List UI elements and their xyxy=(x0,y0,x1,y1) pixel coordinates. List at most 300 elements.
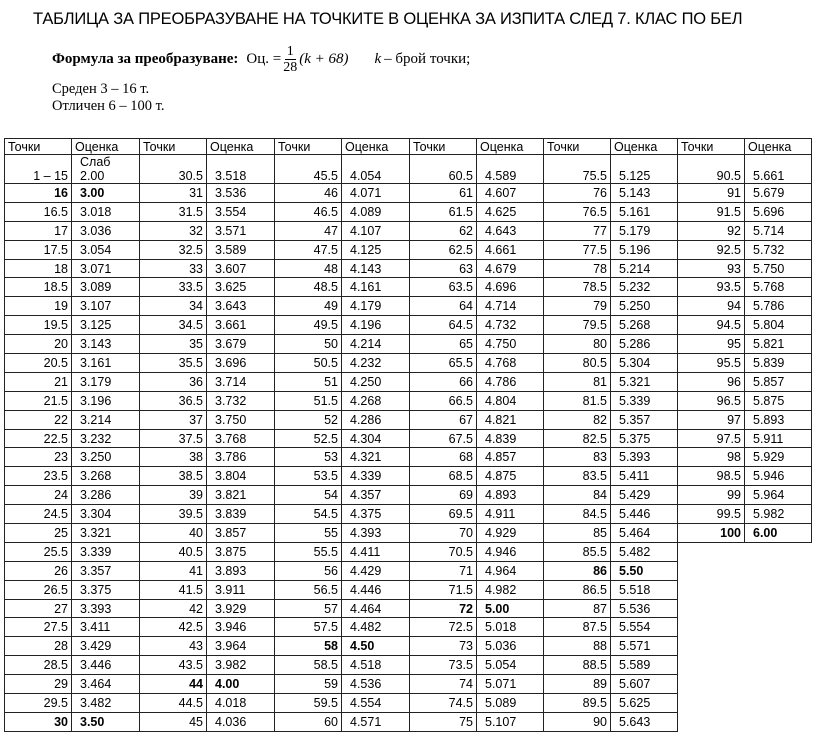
points-cell: 57.5 xyxy=(275,618,342,637)
grade-cell: 3.286 xyxy=(72,486,140,505)
points-cell: 80 xyxy=(544,335,611,354)
grade-cell: 3.339 xyxy=(72,542,140,561)
points-cell: 16 xyxy=(5,184,72,203)
points-cell: 22.5 xyxy=(5,429,72,448)
grade-cell: 4.018 xyxy=(207,694,275,713)
points-cell: 96 xyxy=(678,372,745,391)
grade-cell: 5.554 xyxy=(611,618,678,637)
points-cell: 82 xyxy=(544,410,611,429)
grade-cell: 3.536 xyxy=(207,184,275,203)
grade-cell: 4.929 xyxy=(477,524,544,543)
points-cell: 59.5 xyxy=(275,694,342,713)
empty-cell xyxy=(745,656,812,675)
formula-denominator: 28 xyxy=(283,60,298,75)
points-cell: 36.5 xyxy=(140,391,207,410)
grade-cell: 3.929 xyxy=(207,599,275,618)
points-cell: 35 xyxy=(140,335,207,354)
points-cell: 71 xyxy=(410,561,477,580)
points-cell: 86.5 xyxy=(544,580,611,599)
grade-cell: 4.232 xyxy=(342,354,410,373)
header-points: Точки xyxy=(678,139,745,155)
points-cell: 36 xyxy=(140,372,207,391)
grade-cell: 5.750 xyxy=(745,259,812,278)
points-cell: 19.5 xyxy=(5,316,72,335)
points-cell: 98.5 xyxy=(678,467,745,486)
header-points: Точки xyxy=(544,139,611,155)
formula-k-description: – брой точки; xyxy=(384,51,471,67)
points-cell: 76 xyxy=(544,184,611,203)
points-cell: 37 xyxy=(140,410,207,429)
grade-cell: 5.429 xyxy=(611,486,678,505)
points-cell: 40 xyxy=(140,524,207,543)
grade-label: Слаб xyxy=(80,155,111,169)
grade-cell: 3.321 xyxy=(72,524,140,543)
table-row xyxy=(5,448,812,467)
table-row xyxy=(5,524,812,543)
header-points: Точки xyxy=(140,139,207,155)
header-points: Точки xyxy=(275,139,342,155)
grade-cell: 5.089 xyxy=(477,694,544,713)
points-cell: 72 xyxy=(410,599,477,618)
points-cell: 28 xyxy=(5,637,72,656)
grade-cell: 5.357 xyxy=(611,410,678,429)
points-cell: 49 xyxy=(275,297,342,316)
points-cell: 64 xyxy=(410,297,477,316)
grade-cell: 4.536 xyxy=(342,675,410,694)
table-row xyxy=(5,240,812,259)
points-cell: 62 xyxy=(410,221,477,240)
grade-cell: 4.839 xyxy=(477,429,544,448)
points-cell: 58.5 xyxy=(275,656,342,675)
grade-cell: 5.821 xyxy=(745,335,812,354)
grade-cell: 3.250 xyxy=(72,448,140,467)
points-cell: 29.5 xyxy=(5,694,72,713)
table-row xyxy=(5,505,812,524)
grade-cell: 4.036 xyxy=(207,712,275,731)
grade-cell: 3.554 xyxy=(207,202,275,221)
grade-cell: 5.232 xyxy=(611,278,678,297)
table-row xyxy=(5,184,812,203)
grade-cell: 3.464 xyxy=(72,675,140,694)
points-cell: 99.5 xyxy=(678,505,745,524)
grade-cell: 3.911 xyxy=(207,580,275,599)
points-cell: 92 xyxy=(678,221,745,240)
grade-cell xyxy=(72,155,140,184)
grade-cell: 4.750 xyxy=(477,335,544,354)
points-cell: 37.5 xyxy=(140,429,207,448)
grade-cell: 5.446 xyxy=(611,505,678,524)
points-cell: 53 xyxy=(275,448,342,467)
grade-cell: 4.679 xyxy=(477,259,544,278)
points-cell: 86 xyxy=(544,561,611,580)
grade-cell: 3.714 xyxy=(207,372,275,391)
grade-cell: 5.304 xyxy=(611,354,678,373)
grade-cell: 4.893 xyxy=(477,486,544,505)
points-cell: 22 xyxy=(5,410,72,429)
points-cell: 65 xyxy=(410,335,477,354)
points-cell: 68 xyxy=(410,448,477,467)
table-row xyxy=(5,675,812,694)
grade-cell: 4.786 xyxy=(477,372,544,391)
points-cell: 45 xyxy=(140,712,207,731)
points-cell: 39.5 xyxy=(140,505,207,524)
points-cell: 55.5 xyxy=(275,542,342,561)
grade-cell: 3.982 xyxy=(207,656,275,675)
grade-cell: 5.643 xyxy=(611,712,678,731)
grade-cell: 4.321 xyxy=(342,448,410,467)
table-row xyxy=(5,278,812,297)
grade-cell: 3.696 xyxy=(207,354,275,373)
grade-cell: 3.571 xyxy=(207,221,275,240)
formula-expression: (k + 68) xyxy=(299,51,349,67)
grade-cell: 3.661 xyxy=(207,316,275,335)
points-cell: 32 xyxy=(140,221,207,240)
points-cell: 67 xyxy=(410,410,477,429)
points-cell: 42 xyxy=(140,599,207,618)
grade-cell: 4.875 xyxy=(477,467,544,486)
points-cell: 52.5 xyxy=(275,429,342,448)
grade-cell: 4.00 xyxy=(207,675,275,694)
grade-cell: 5.964 xyxy=(745,486,812,505)
empty-cell xyxy=(678,675,745,694)
grade-cell: 5.607 xyxy=(611,675,678,694)
grade-cell: 5.411 xyxy=(611,467,678,486)
points-cell: 76.5 xyxy=(544,202,611,221)
points-cell: 25 xyxy=(5,524,72,543)
points-cell: 75 xyxy=(410,712,477,731)
grade-cell: 4.696 xyxy=(477,278,544,297)
points-cell: 95.5 xyxy=(678,354,745,373)
points-cell: 59 xyxy=(275,675,342,694)
grade-cell: 4.857 xyxy=(477,448,544,467)
table-row xyxy=(5,202,812,221)
grade-cell: 5.250 xyxy=(611,297,678,316)
header-grade: Оценка xyxy=(745,139,812,155)
points-cell: 80.5 xyxy=(544,354,611,373)
empty-cell xyxy=(745,694,812,713)
points-cell: 46 xyxy=(275,184,342,203)
points-cell: 44 xyxy=(140,675,207,694)
grade-cell: 3.393 xyxy=(72,599,140,618)
grade-cell: 4.518 xyxy=(342,656,410,675)
header-points: Точки xyxy=(410,139,477,155)
grade-cell: 3.429 xyxy=(72,637,140,656)
grade-cell: 3.357 xyxy=(72,561,140,580)
grade-cell: 3.804 xyxy=(207,467,275,486)
points-cell: 79 xyxy=(544,297,611,316)
points-cell: 54 xyxy=(275,486,342,505)
table-row xyxy=(5,561,812,580)
points-cell: 18 xyxy=(5,259,72,278)
formula-numerator: 1 xyxy=(286,44,294,59)
grade-cell: 5.893 xyxy=(745,410,812,429)
points-cell: 17.5 xyxy=(5,240,72,259)
table-row xyxy=(5,599,812,618)
grade-cell: 4.143 xyxy=(342,259,410,278)
grade-cell: 5.804 xyxy=(745,316,812,335)
points-cell: 78.5 xyxy=(544,278,611,297)
grade-cell: 5.786 xyxy=(745,297,812,316)
grade-cell: 4.946 xyxy=(477,542,544,561)
points-cell: 48.5 xyxy=(275,278,342,297)
points-cell: 74.5 xyxy=(410,694,477,713)
points-cell: 94.5 xyxy=(678,316,745,335)
grade-cell: 5.625 xyxy=(611,694,678,713)
empty-cell xyxy=(745,580,812,599)
grade-cell: 4.607 xyxy=(477,184,544,203)
note-excellent: Отличен 6 – 100 т. xyxy=(52,98,165,114)
grade-cell: 3.00 xyxy=(72,184,140,203)
points-cell: 72.5 xyxy=(410,618,477,637)
table-row xyxy=(5,354,812,373)
grade-cell: 5.518 xyxy=(611,580,678,599)
table-row xyxy=(5,618,812,637)
points-cell: 63.5 xyxy=(410,278,477,297)
points-cell: 50 xyxy=(275,335,342,354)
grade-cell: 5.268 xyxy=(611,316,678,335)
grade-cell: 5.179 xyxy=(611,221,678,240)
points-cell: 51.5 xyxy=(275,391,342,410)
grade-cell: 5.375 xyxy=(611,429,678,448)
grade-cell: 3.161 xyxy=(72,354,140,373)
points-cell: 77.5 xyxy=(544,240,611,259)
points-cell: 20.5 xyxy=(5,354,72,373)
points-cell: 21.5 xyxy=(5,391,72,410)
table-row xyxy=(5,467,812,486)
points-cell: 93.5 xyxy=(678,278,745,297)
grade-cell: 5.536 xyxy=(611,599,678,618)
points-cell: 67.5 xyxy=(410,429,477,448)
points-cell: 66.5 xyxy=(410,391,477,410)
points-cell: 48 xyxy=(275,259,342,278)
grade-cell: 3.036 xyxy=(72,221,140,240)
grade-cell: 5.661 xyxy=(745,155,812,184)
grade-cell: 5.857 xyxy=(745,372,812,391)
grade-cell: 3.589 xyxy=(207,240,275,259)
points-cell: 99 xyxy=(678,486,745,505)
points-cell: 35.5 xyxy=(140,354,207,373)
grade-cell: 5.018 xyxy=(477,618,544,637)
grade-cell: 5.911 xyxy=(745,429,812,448)
grade-cell: 4.089 xyxy=(342,202,410,221)
points-cell: 56 xyxy=(275,561,342,580)
header-grade: Оценка xyxy=(611,139,678,155)
grade-cell: 5.50 xyxy=(611,561,678,580)
points-cell: 91 xyxy=(678,184,745,203)
points-cell: 45.5 xyxy=(275,155,342,184)
points-cell: 32.5 xyxy=(140,240,207,259)
points-cell: 21 xyxy=(5,372,72,391)
grade-cell: 4.482 xyxy=(342,618,410,637)
table-row xyxy=(5,410,812,429)
points-cell: 18.5 xyxy=(5,278,72,297)
points-cell: 44.5 xyxy=(140,694,207,713)
formula-label: Формула за преобразуване: xyxy=(52,51,239,67)
points-cell: 62.5 xyxy=(410,240,477,259)
points-cell: 97.5 xyxy=(678,429,745,448)
points-cell: 90.5 xyxy=(678,155,745,184)
points-cell: 38.5 xyxy=(140,467,207,486)
points-cell: 33 xyxy=(140,259,207,278)
grade-cell: 3.071 xyxy=(72,259,140,278)
header-row xyxy=(5,139,812,155)
points-cell: 95 xyxy=(678,335,745,354)
points-cell: 84.5 xyxy=(544,505,611,524)
points-cell: 73.5 xyxy=(410,656,477,675)
empty-cell xyxy=(678,712,745,731)
points-cell: 82.5 xyxy=(544,429,611,448)
grade-cell: 5.679 xyxy=(745,184,812,203)
grade-cell: 5.929 xyxy=(745,448,812,467)
grade-cell: 4.161 xyxy=(342,278,410,297)
points-cell: 66 xyxy=(410,372,477,391)
points-cell: 49.5 xyxy=(275,316,342,335)
points-cell: 33.5 xyxy=(140,278,207,297)
grade-cell: 3.518 xyxy=(207,155,275,184)
points-cell: 56.5 xyxy=(275,580,342,599)
grade-cell: 5.036 xyxy=(477,637,544,656)
grade-cell: 4.214 xyxy=(342,335,410,354)
formula-lhs: Оц. = xyxy=(246,51,282,67)
points-cell: 61.5 xyxy=(410,202,477,221)
grade-cell: 3.50 xyxy=(72,712,140,731)
grade-cell: 5.875 xyxy=(745,391,812,410)
empty-cell xyxy=(678,542,745,561)
grade-cell: 5.196 xyxy=(611,240,678,259)
grade-cell: 4.250 xyxy=(342,372,410,391)
grade-cell: 4.107 xyxy=(342,221,410,240)
points-cell: 87 xyxy=(544,599,611,618)
points-cell: 27.5 xyxy=(5,618,72,637)
empty-cell xyxy=(745,599,812,618)
grade-cell: 4.643 xyxy=(477,221,544,240)
empty-cell xyxy=(678,618,745,637)
grade-cell: 3.143 xyxy=(72,335,140,354)
table-row xyxy=(5,542,812,561)
formula xyxy=(52,44,470,75)
points-cell: 84 xyxy=(544,486,611,505)
grade-cell: 3.054 xyxy=(72,240,140,259)
grade-cell: 3.268 xyxy=(72,467,140,486)
grade-cell: 5.161 xyxy=(611,202,678,221)
grade-cell: 5.321 xyxy=(611,372,678,391)
table-row xyxy=(5,712,812,731)
grade-cell: 3.750 xyxy=(207,410,275,429)
points-cell: 43.5 xyxy=(140,656,207,675)
grade-cell: 4.357 xyxy=(342,486,410,505)
grade-cell: 3.125 xyxy=(72,316,140,335)
formula-k-variable: k xyxy=(374,51,382,67)
empty-cell xyxy=(745,712,812,731)
grade-cell: 5.732 xyxy=(745,240,812,259)
points-cell: 57 xyxy=(275,599,342,618)
page-title: ТАБЛИЦА ЗА ПРЕОБРАЗУВАНЕ НА ТОЧКИТЕ В ОЦЕНКА ЗА ИЗПИТА СЛЕД 7. КЛАС ПО БЕЛ xyxy=(33,10,743,28)
table-row xyxy=(5,656,812,675)
grade-cell: 4.911 xyxy=(477,505,544,524)
points-cell: 83.5 xyxy=(544,467,611,486)
grade-cell: 4.589 xyxy=(477,155,544,184)
grade-cell: 4.339 xyxy=(342,467,410,486)
points-cell: 47 xyxy=(275,221,342,240)
points-cell: 17 xyxy=(5,221,72,240)
points-cell: 42.5 xyxy=(140,618,207,637)
grade-cell: 3.821 xyxy=(207,486,275,505)
header-grade: Оценка xyxy=(477,139,544,155)
points-cell: 26.5 xyxy=(5,580,72,599)
points-cell: 39 xyxy=(140,486,207,505)
points-cell: 61 xyxy=(410,184,477,203)
points-cell: 60.5 xyxy=(410,155,477,184)
points-cell: 20 xyxy=(5,335,72,354)
points-cell: 98 xyxy=(678,448,745,467)
grade-cell: 3.232 xyxy=(72,429,140,448)
points-cell: 38 xyxy=(140,448,207,467)
points-cell: 85.5 xyxy=(544,542,611,561)
table-row xyxy=(5,155,812,184)
points-cell: 28.5 xyxy=(5,656,72,675)
grade-cell: 4.268 xyxy=(342,391,410,410)
grade-cell: 3.732 xyxy=(207,391,275,410)
grade-cell: 3.411 xyxy=(72,618,140,637)
points-cell: 79.5 xyxy=(544,316,611,335)
points-cell: 70.5 xyxy=(410,542,477,561)
grade-cell: 3.643 xyxy=(207,297,275,316)
grade-cell: 4.768 xyxy=(477,354,544,373)
grade-cell: 3.375 xyxy=(72,580,140,599)
points-cell: 23.5 xyxy=(5,467,72,486)
points-cell: 41.5 xyxy=(140,580,207,599)
table-row xyxy=(5,694,812,713)
points-cell: 40.5 xyxy=(140,542,207,561)
conversion-table xyxy=(4,138,812,732)
points-cell: 69 xyxy=(410,486,477,505)
points-cell: 30 xyxy=(5,712,72,731)
grade-cell: 4.071 xyxy=(342,184,410,203)
points-cell: 16.5 xyxy=(5,202,72,221)
header-grade: Оценка xyxy=(72,139,140,155)
grade-cell: 4.429 xyxy=(342,561,410,580)
points-cell: 87.5 xyxy=(544,618,611,637)
grade-cell: 4.304 xyxy=(342,429,410,448)
note-average: Среден 3 – 16 т. xyxy=(52,81,150,97)
grade-cell: 4.50 xyxy=(342,637,410,656)
points-cell: 34.5 xyxy=(140,316,207,335)
points-cell: 41 xyxy=(140,561,207,580)
grade-cell: 5.071 xyxy=(477,675,544,694)
grade-cell: 3.214 xyxy=(72,410,140,429)
table-row xyxy=(5,372,812,391)
grade-cell: 4.571 xyxy=(342,712,410,731)
points-cell: 90 xyxy=(544,712,611,731)
grade-cell: 5.768 xyxy=(745,278,812,297)
grade-cell: 5.946 xyxy=(745,467,812,486)
points-cell: 46.5 xyxy=(275,202,342,221)
grade-cell: 3.446 xyxy=(72,656,140,675)
grade-cell: 5.464 xyxy=(611,524,678,543)
grade-cell: 5.982 xyxy=(745,505,812,524)
grade-cell: 4.125 xyxy=(342,240,410,259)
points-cell: 77 xyxy=(544,221,611,240)
header-grade: Оценка xyxy=(342,139,410,155)
grade-cell: 4.714 xyxy=(477,297,544,316)
grade-cell: 5.393 xyxy=(611,448,678,467)
grade-cell: 5.125 xyxy=(611,155,678,184)
points-cell: 81.5 xyxy=(544,391,611,410)
points-cell: 19 xyxy=(5,297,72,316)
grade-cell: 5.107 xyxy=(477,712,544,731)
grade-cell: 3.607 xyxy=(207,259,275,278)
grade-cell: 3.964 xyxy=(207,637,275,656)
